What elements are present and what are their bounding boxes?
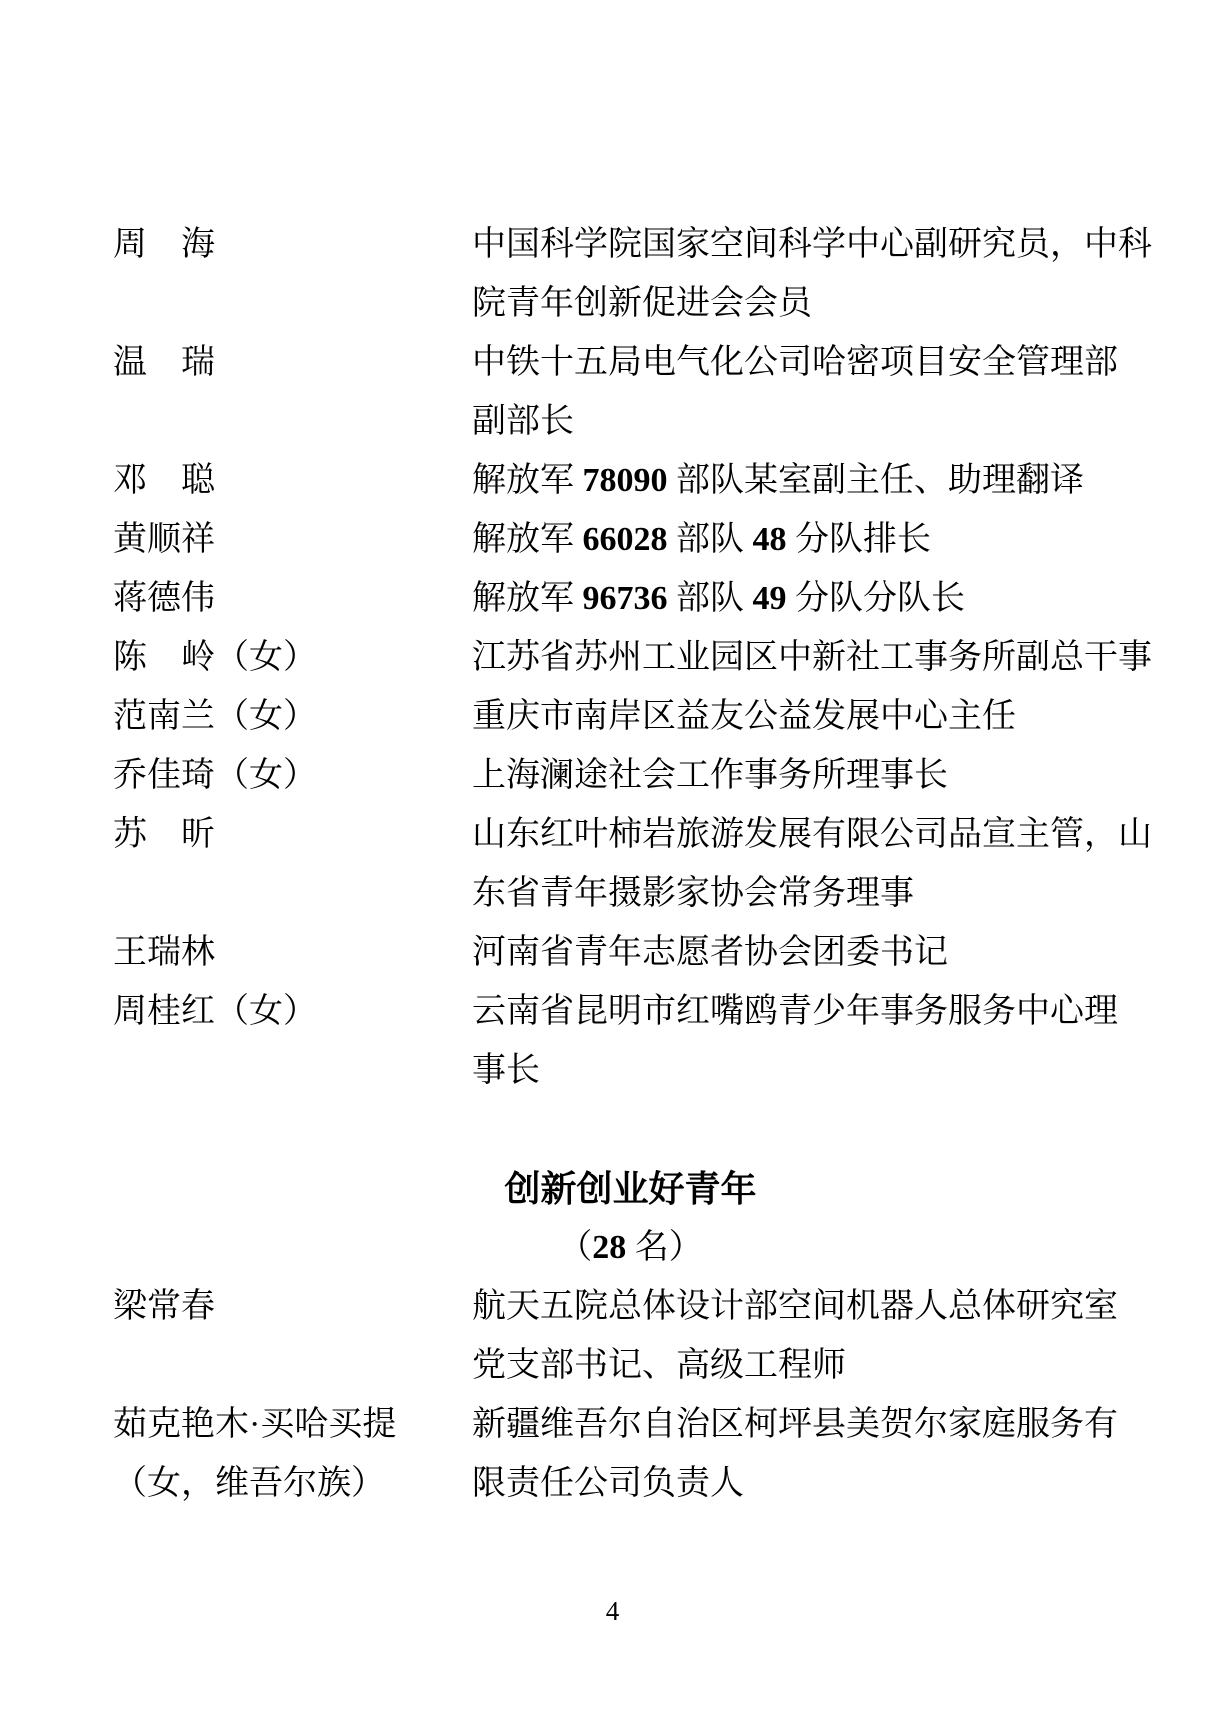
entry-name-line: （女，维吾尔族）: [113, 1465, 385, 1502]
entry-row: [113, 628, 1152, 687]
entry-name-cell: [113, 215, 472, 274]
text-segment: 解放军: [472, 580, 583, 617]
entry-name-cell: [113, 1277, 472, 1336]
entry-name-line: 陈 岭（女）: [113, 639, 317, 676]
text-segment: 河南省青年志愿者协会团委书记: [472, 934, 948, 971]
entry-name-line: 苏 昕: [113, 816, 215, 853]
entry-desc-cell: [472, 569, 1148, 628]
entry-name-line: 温 瑞: [113, 344, 215, 381]
entry-row: [113, 569, 1148, 628]
entry-desc-line: [472, 569, 1148, 628]
entry-name-line: 周 海: [113, 226, 215, 263]
text-segment: 限责任公司负责人: [472, 1465, 744, 1502]
text-segment: （: [558, 1229, 593, 1266]
entry-row: [113, 687, 1148, 746]
text-segment: 分队分队长: [786, 580, 965, 617]
entry-desc-line: [472, 1454, 1148, 1513]
text-segment: 山东红叶柿岩旅游发展有限公司品宣主管，山: [472, 816, 1152, 853]
page-content: [113, 215, 1152, 1513]
entry-desc-line: [472, 392, 1148, 451]
text-segment: 重庆市南岸区益友公益发展中心主任: [472, 698, 1016, 735]
entry-desc-line: [472, 864, 1152, 923]
number-bold: 48: [752, 521, 787, 558]
entry-name-cell: [113, 687, 472, 746]
text-segment: 中国科学院国家空间科学中心副研究员，中科: [472, 226, 1152, 263]
number-bold: 78090: [582, 462, 668, 499]
entry-desc-cell: [472, 982, 1148, 1100]
entry-desc-line: [472, 333, 1148, 392]
entry-desc-cell: [472, 1277, 1148, 1395]
text-segment: 部队: [667, 580, 753, 617]
entry-name-line: 黄顺祥: [113, 521, 215, 558]
text-segment: 云南省昆明市红嘴鸥青少年事务服务中心理: [472, 993, 1118, 1030]
entry-desc-line: [472, 628, 1152, 687]
text-segment: 解放军: [472, 521, 583, 558]
entry-name-cell: [113, 982, 472, 1041]
entry-desc-cell: [472, 687, 1148, 746]
text-segment: 东省青年摄影家协会常务理事: [472, 875, 914, 912]
entry-name-line: 蒋德伟: [113, 580, 215, 617]
entry-name-cell: [113, 923, 472, 982]
entry-row: [113, 215, 1152, 333]
entry-row: [113, 923, 1148, 982]
text-segment: 副部长: [472, 403, 574, 440]
text-segment: 解放军: [472, 462, 583, 499]
entry-desc-cell: [472, 451, 1148, 510]
number-bold: 66028: [582, 521, 668, 558]
entry-row: [113, 1395, 1148, 1513]
page-number: 4: [605, 1596, 620, 1626]
text-segment: 分队排长: [786, 521, 931, 558]
entry-name-line: 茹克艳木·买哈买提: [113, 1406, 397, 1443]
entry-desc-line: [472, 215, 1152, 274]
entry-name-line: 梁常春: [113, 1288, 215, 1325]
award-list-part2: [113, 1277, 1148, 1513]
entry-row: [113, 333, 1148, 451]
entry-desc-line: [472, 451, 1148, 510]
section-heading: 创新创业好青年: [504, 1168, 757, 1209]
entry-desc-line: [472, 510, 1148, 569]
number-bold: 96736: [582, 580, 668, 617]
entry-desc-cell: [472, 805, 1152, 923]
award-list-part1: [113, 215, 1152, 1100]
text-segment: 院青年创新促进会会员: [472, 285, 812, 322]
number-bold: 28: [592, 1229, 627, 1266]
section-count: [113, 1218, 1148, 1277]
entry-row: [113, 982, 1148, 1100]
entry-desc-line: [472, 923, 1148, 982]
entry-name-cell: [113, 333, 472, 392]
text-segment: 党支部书记、高级工程师: [472, 1347, 846, 1384]
entry-desc-line: [472, 805, 1152, 864]
entry-name-cell: [113, 746, 472, 805]
entry-desc-line: [472, 274, 1152, 333]
text-segment: 部队: [667, 521, 753, 558]
entry-desc-cell: [472, 746, 1148, 805]
entry-name-cell: [113, 1395, 472, 1513]
entry-row: [113, 510, 1148, 569]
text-segment: 中铁十五局电气化公司哈密项目安全管理部: [472, 344, 1118, 381]
text-segment: 名）: [626, 1229, 703, 1266]
entry-row: [113, 1277, 1148, 1395]
entry-row: [113, 805, 1152, 923]
entry-desc-cell: [472, 628, 1152, 687]
entry-name-cell: [113, 569, 472, 628]
entry-name-cell: [113, 805, 472, 864]
entry-desc-line: [472, 1041, 1148, 1100]
entry-row: [113, 746, 1148, 805]
entry-name-line: 周桂红（女）: [113, 993, 317, 1030]
entry-desc-cell: [472, 1395, 1148, 1513]
text-segment: 部队某室副主任、助理翻译: [667, 462, 1084, 499]
text-segment: 新疆维吾尔自治区柯坪县美贺尔家庭服务有: [472, 1406, 1118, 1443]
entry-desc-line: [472, 982, 1148, 1041]
entry-desc-cell: [472, 333, 1148, 451]
number-bold: 49: [752, 580, 787, 617]
entry-row: [113, 451, 1148, 510]
entry-name-cell: [113, 510, 472, 569]
entry-name-cell: [113, 628, 472, 687]
entry-name-line: 王瑞林: [113, 934, 215, 971]
text-segment: 江苏省苏州工业园区中新社工事务所副总干事: [472, 639, 1152, 676]
entry-desc-cell: [472, 215, 1152, 333]
entry-name-cell: [113, 451, 472, 510]
entry-name-line: 乔佳琦（女）: [113, 757, 317, 794]
entry-desc-line: [472, 687, 1148, 746]
entry-desc-line: [472, 1395, 1148, 1454]
entry-desc-line: [472, 1336, 1148, 1395]
entry-desc-cell: [472, 923, 1148, 982]
text-segment: 上海澜途社会工作事务所理事长: [472, 757, 948, 794]
entry-desc-line: [472, 1277, 1148, 1336]
entry-name-line: 邓 聪: [113, 462, 215, 499]
text-segment: 航天五院总体设计部空间机器人总体研究室: [472, 1288, 1118, 1325]
text-segment: 事长: [472, 1052, 540, 1089]
entry-desc-line: [472, 746, 1148, 805]
entry-name-line: 范南兰（女）: [113, 698, 317, 735]
entry-desc-cell: [472, 510, 1148, 569]
